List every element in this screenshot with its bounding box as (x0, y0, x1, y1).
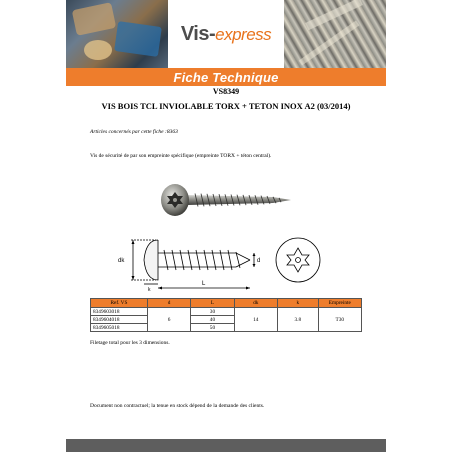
label-d: d (257, 258, 261, 264)
k-cell: 3.8 (277, 308, 318, 332)
header-d: d (147, 299, 190, 308)
footer-bar (66, 439, 386, 452)
brand-logo (181, 23, 271, 46)
length-cell: 50 (191, 324, 234, 332)
length-cell: 30 (191, 308, 234, 316)
logo-accent-text: express (215, 24, 272, 44)
length-cell: 40 (191, 316, 234, 324)
logo-main-text: Vis- (180, 22, 216, 45)
empreinte-cell: T30 (318, 308, 361, 332)
header-empreinte: Empreinte (318, 299, 361, 308)
specifications-table (90, 298, 362, 332)
header-k: k (277, 299, 318, 308)
product-description: Vis de sécurité de par son empreinte spécifique (empreinte TORX + téton central). (90, 153, 272, 159)
product-reference: VS8349 (212, 87, 240, 96)
header-ref: Ref. VS (91, 299, 148, 308)
screws-photo (284, 0, 386, 68)
header-dk: dk (234, 299, 277, 308)
disclaimer-note: Document non contractuel; la tenue en stock dépend de la demande des clients. (90, 403, 265, 409)
band-title: Fiche Technique (173, 69, 279, 85)
page-header (66, 0, 386, 68)
label-L: L (202, 281, 206, 287)
product-title: VIS BOIS TCL INVIOLABLE TORX + TETON INOX A2 (03/2014) (101, 101, 351, 111)
screw-photo (157, 179, 297, 221)
header-l: L (191, 299, 234, 308)
table-header-row (91, 299, 362, 308)
label-k: k (148, 287, 151, 293)
logo-area (168, 0, 284, 68)
ref-cell: 8349605018 (91, 324, 148, 332)
ref-cell: 8349604018 (91, 316, 148, 324)
d-cell: 6 (147, 308, 190, 332)
technical-drawing (118, 230, 328, 293)
label-dk: dk (118, 258, 125, 264)
dk-cell: 14 (234, 308, 277, 332)
title-band (66, 68, 386, 86)
articles-line: Articles concernés par cette fiche :8363 (90, 129, 178, 135)
tools-photo (66, 0, 168, 68)
ref-cell: 8349603018 (91, 308, 148, 316)
table-row (91, 308, 362, 316)
threading-note: Filetage total pour les 3 dimensions. (90, 340, 170, 346)
